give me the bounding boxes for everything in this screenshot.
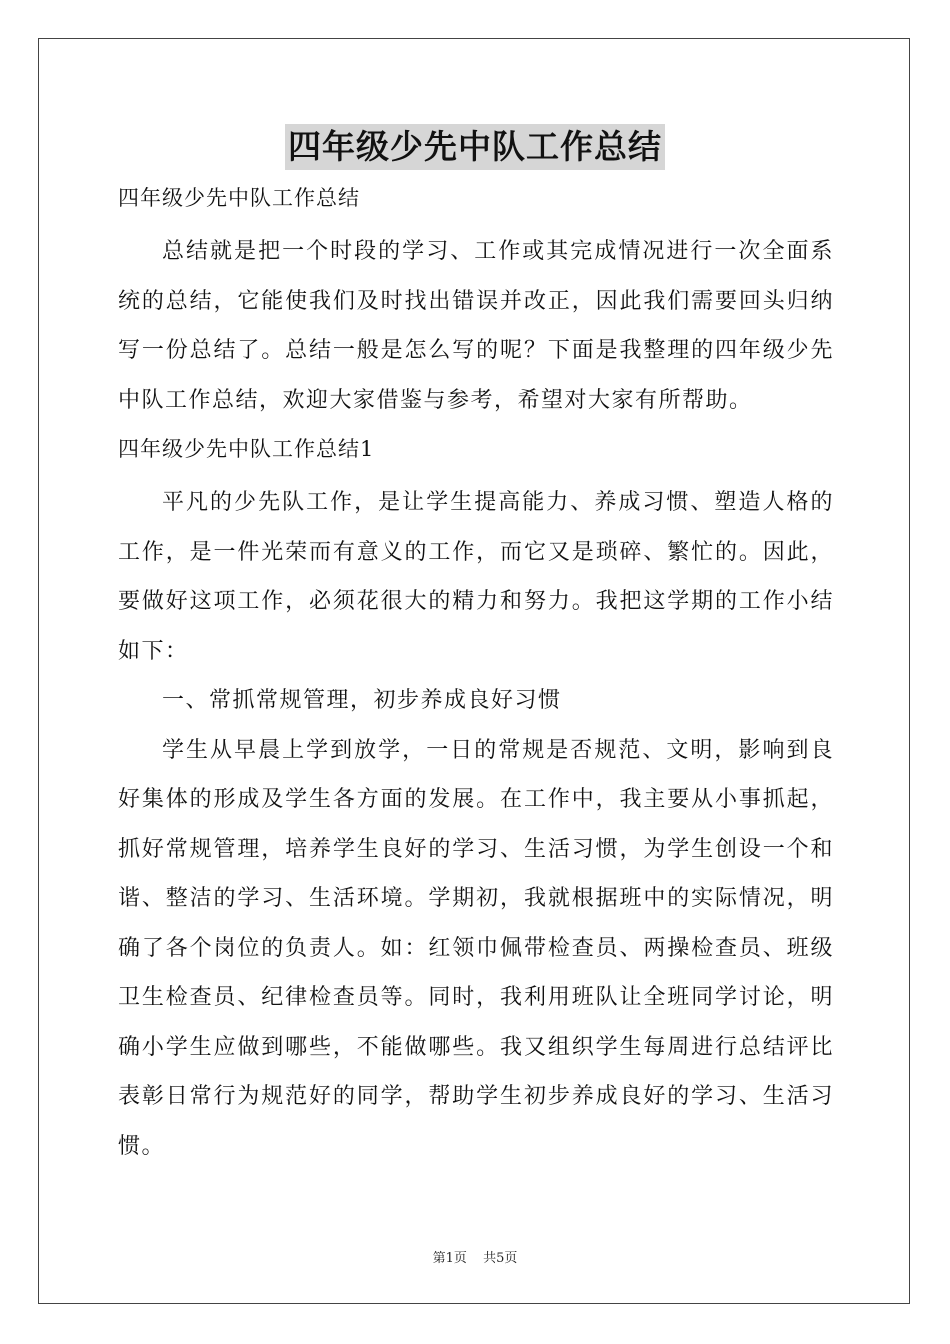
- point-1-heading: 一、常抓常规管理，初步养成良好习惯: [162, 688, 562, 713]
- document-subtitle: 四年级少先中队工作总结: [118, 186, 360, 210]
- title-container: [0, 124, 950, 170]
- page-footer: [0, 1247, 950, 1266]
- paragraph-1: 平凡的少先队工作，是让学生提高能力、养成习惯、塑造人格的工作，是一件光荣而有意义的工作，而它又是琐碎、繁忙的。因此，要做好这项工作，必须花很大的精力和努力。我把这学期的工作小结如下：: [118, 490, 834, 664]
- section-title: 四年级少先中队工作总结1: [118, 437, 375, 461]
- document-title: 四年级少先中队工作总结: [285, 124, 665, 170]
- intro-paragraph: 总结就是把一个时段的学习、工作或其完成情况进行一次全面系统的总结，它能使我们及时找出错误并改正，因此我们需要回头归纳写一份总结了。总结一般是怎么写的呢？下面是我整理的四年级少先中队工作总结，欢迎大家借鉴与参考，希望对大家有所帮助。: [118, 239, 834, 413]
- paragraph-2: 学生从早晨上学到放学，一日的常规是否规范、文明，影响到良好集体的形成及学生各方面的发展。在工作中，我主要从小事抓起，抓好常规管理，培养学生良好的学习、生活习惯，为学生创设一个和谐、整洁的学习、生活环境。学期初，我就根据班中的实际情况，明确了各个岗位的负责人。如：红领巾佩带检查员、两操检查员、班级卫生检查员、纪律检查员等。同时，我利用班队让全班同学讨论，明确小学生应做到哪些，不能做哪些。我又组织学生每周进行总结评比表彰日常行为规范好的同学，帮助学生初步养成良好的学习、生活习惯。: [118, 737, 834, 1159]
- page-number: 第1页: [432, 1251, 467, 1266]
- document-body: [118, 176, 834, 1171]
- page-total: 共5页: [483, 1251, 518, 1266]
